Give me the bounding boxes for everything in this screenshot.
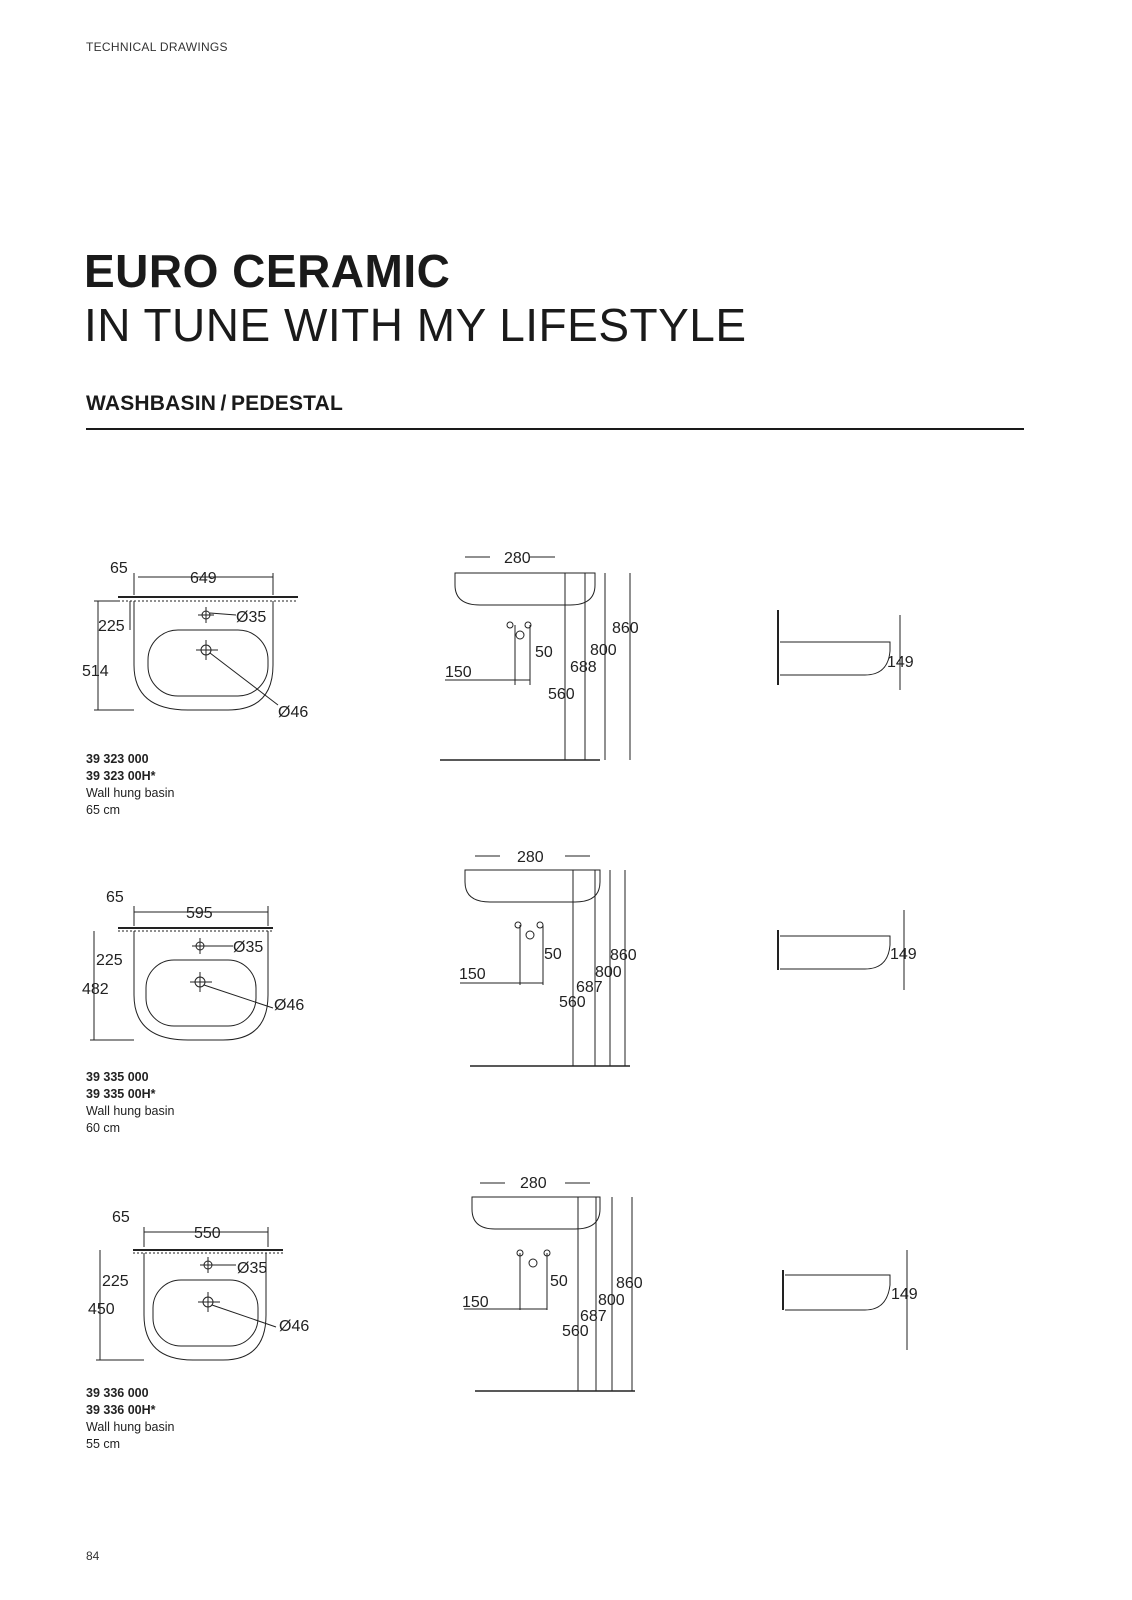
- section-label: TECHNICAL DRAWINGS: [86, 40, 228, 54]
- front-view-drawing-2: [455, 850, 655, 1080]
- product-2: [86, 1069, 174, 1137]
- product-code: 39 336 00H*: [86, 1403, 156, 1417]
- dim-basin-height: 149: [887, 654, 914, 671]
- page-tagline: IN TUNE WITH MY LIFESTYLE: [84, 299, 747, 351]
- dim-height-rim: 800: [590, 642, 617, 659]
- dim-height-waste: 688: [570, 659, 597, 676]
- dim-waste: Ø46: [274, 997, 305, 1014]
- product-code: 39 323 00H*: [86, 769, 156, 783]
- dim-tap-spacing: 280: [504, 550, 531, 567]
- dim-offset: 65: [106, 889, 124, 906]
- product-description: Wall hung basin: [86, 1104, 175, 1118]
- dim-width: 649: [190, 570, 217, 587]
- section-subtitle: WASHBASIN / PEDESTAL: [86, 392, 344, 415]
- product-size: 60 cm: [86, 1121, 121, 1135]
- dim-height-rim: 800: [595, 964, 622, 981]
- dim-offset: 65: [110, 560, 128, 577]
- side-view-drawing-3: [775, 1245, 945, 1355]
- product-description: Wall hung basin: [86, 1420, 175, 1434]
- front-view-drawing-1: [440, 545, 660, 775]
- product-code: 39 335 00H*: [86, 1087, 156, 1101]
- dim-tap-spacing: 280: [520, 1175, 547, 1192]
- dim-side-offset: 150: [445, 664, 472, 681]
- product-code: 39 323 000: [86, 752, 149, 766]
- dim-waste: Ø46: [278, 704, 309, 721]
- product-1: [86, 751, 174, 819]
- front-view-drawing-3: [460, 1175, 660, 1405]
- dim-height-trap: 560: [562, 1323, 589, 1340]
- title-divider: [86, 428, 1024, 430]
- dim-tap-hole: Ø35: [237, 1260, 268, 1277]
- dim-height-waste: 687: [580, 1308, 607, 1325]
- dim-tap-spacing: 280: [517, 850, 544, 866]
- product-description: Wall hung basin: [86, 786, 175, 800]
- dim-depth: 450: [88, 1301, 115, 1318]
- dim-waste: Ø46: [279, 1318, 310, 1335]
- page-title: EURO CERAMIC: [84, 245, 451, 297]
- side-view-drawing-2: [770, 905, 940, 990]
- product-code: 39 336 000: [86, 1386, 149, 1400]
- dim-width: 550: [194, 1225, 221, 1242]
- top-view-drawing-3: [78, 1205, 328, 1390]
- dim-height-total: 860: [616, 1275, 643, 1292]
- dim-depth: 482: [82, 981, 109, 998]
- dim-side-offset: 150: [462, 1294, 489, 1311]
- dim-height-waste: 687: [576, 979, 603, 996]
- dim-depth: 514: [82, 663, 109, 680]
- dim-waste-offset: 50: [535, 644, 553, 661]
- dim-waste-offset: 50: [550, 1273, 568, 1290]
- product-size: 55 cm: [86, 1437, 121, 1451]
- dim-height-trap: 560: [548, 686, 575, 703]
- dim-tap-hole: Ø35: [233, 939, 264, 956]
- dim-height-rim: 800: [598, 1292, 625, 1309]
- dim-offset: 65: [112, 1209, 130, 1226]
- dim-width: 595: [186, 905, 213, 922]
- dim-tap-distance: 225: [96, 952, 123, 969]
- dim-side-offset: 150: [459, 966, 486, 983]
- page-number: 84: [86, 1549, 100, 1563]
- dim-basin-height: 149: [891, 1286, 918, 1303]
- dim-tap-distance: 225: [98, 618, 125, 635]
- top-view-drawing-1: [78, 545, 328, 730]
- dim-height-total: 860: [612, 620, 639, 637]
- dim-waste-offset: 50: [544, 946, 562, 963]
- product-code: 39 335 000: [86, 1070, 149, 1084]
- dim-height-total: 860: [610, 947, 637, 964]
- dim-tap-hole: Ø35: [236, 609, 267, 626]
- side-view-drawing-1: [770, 605, 940, 690]
- product-3: [86, 1385, 174, 1453]
- dim-basin-height: 149: [890, 946, 917, 963]
- dim-height-trap: 560: [559, 994, 586, 1011]
- product-size: 65 cm: [86, 803, 121, 817]
- top-view-drawing-2: [78, 880, 328, 1065]
- dim-tap-distance: 225: [102, 1273, 129, 1290]
